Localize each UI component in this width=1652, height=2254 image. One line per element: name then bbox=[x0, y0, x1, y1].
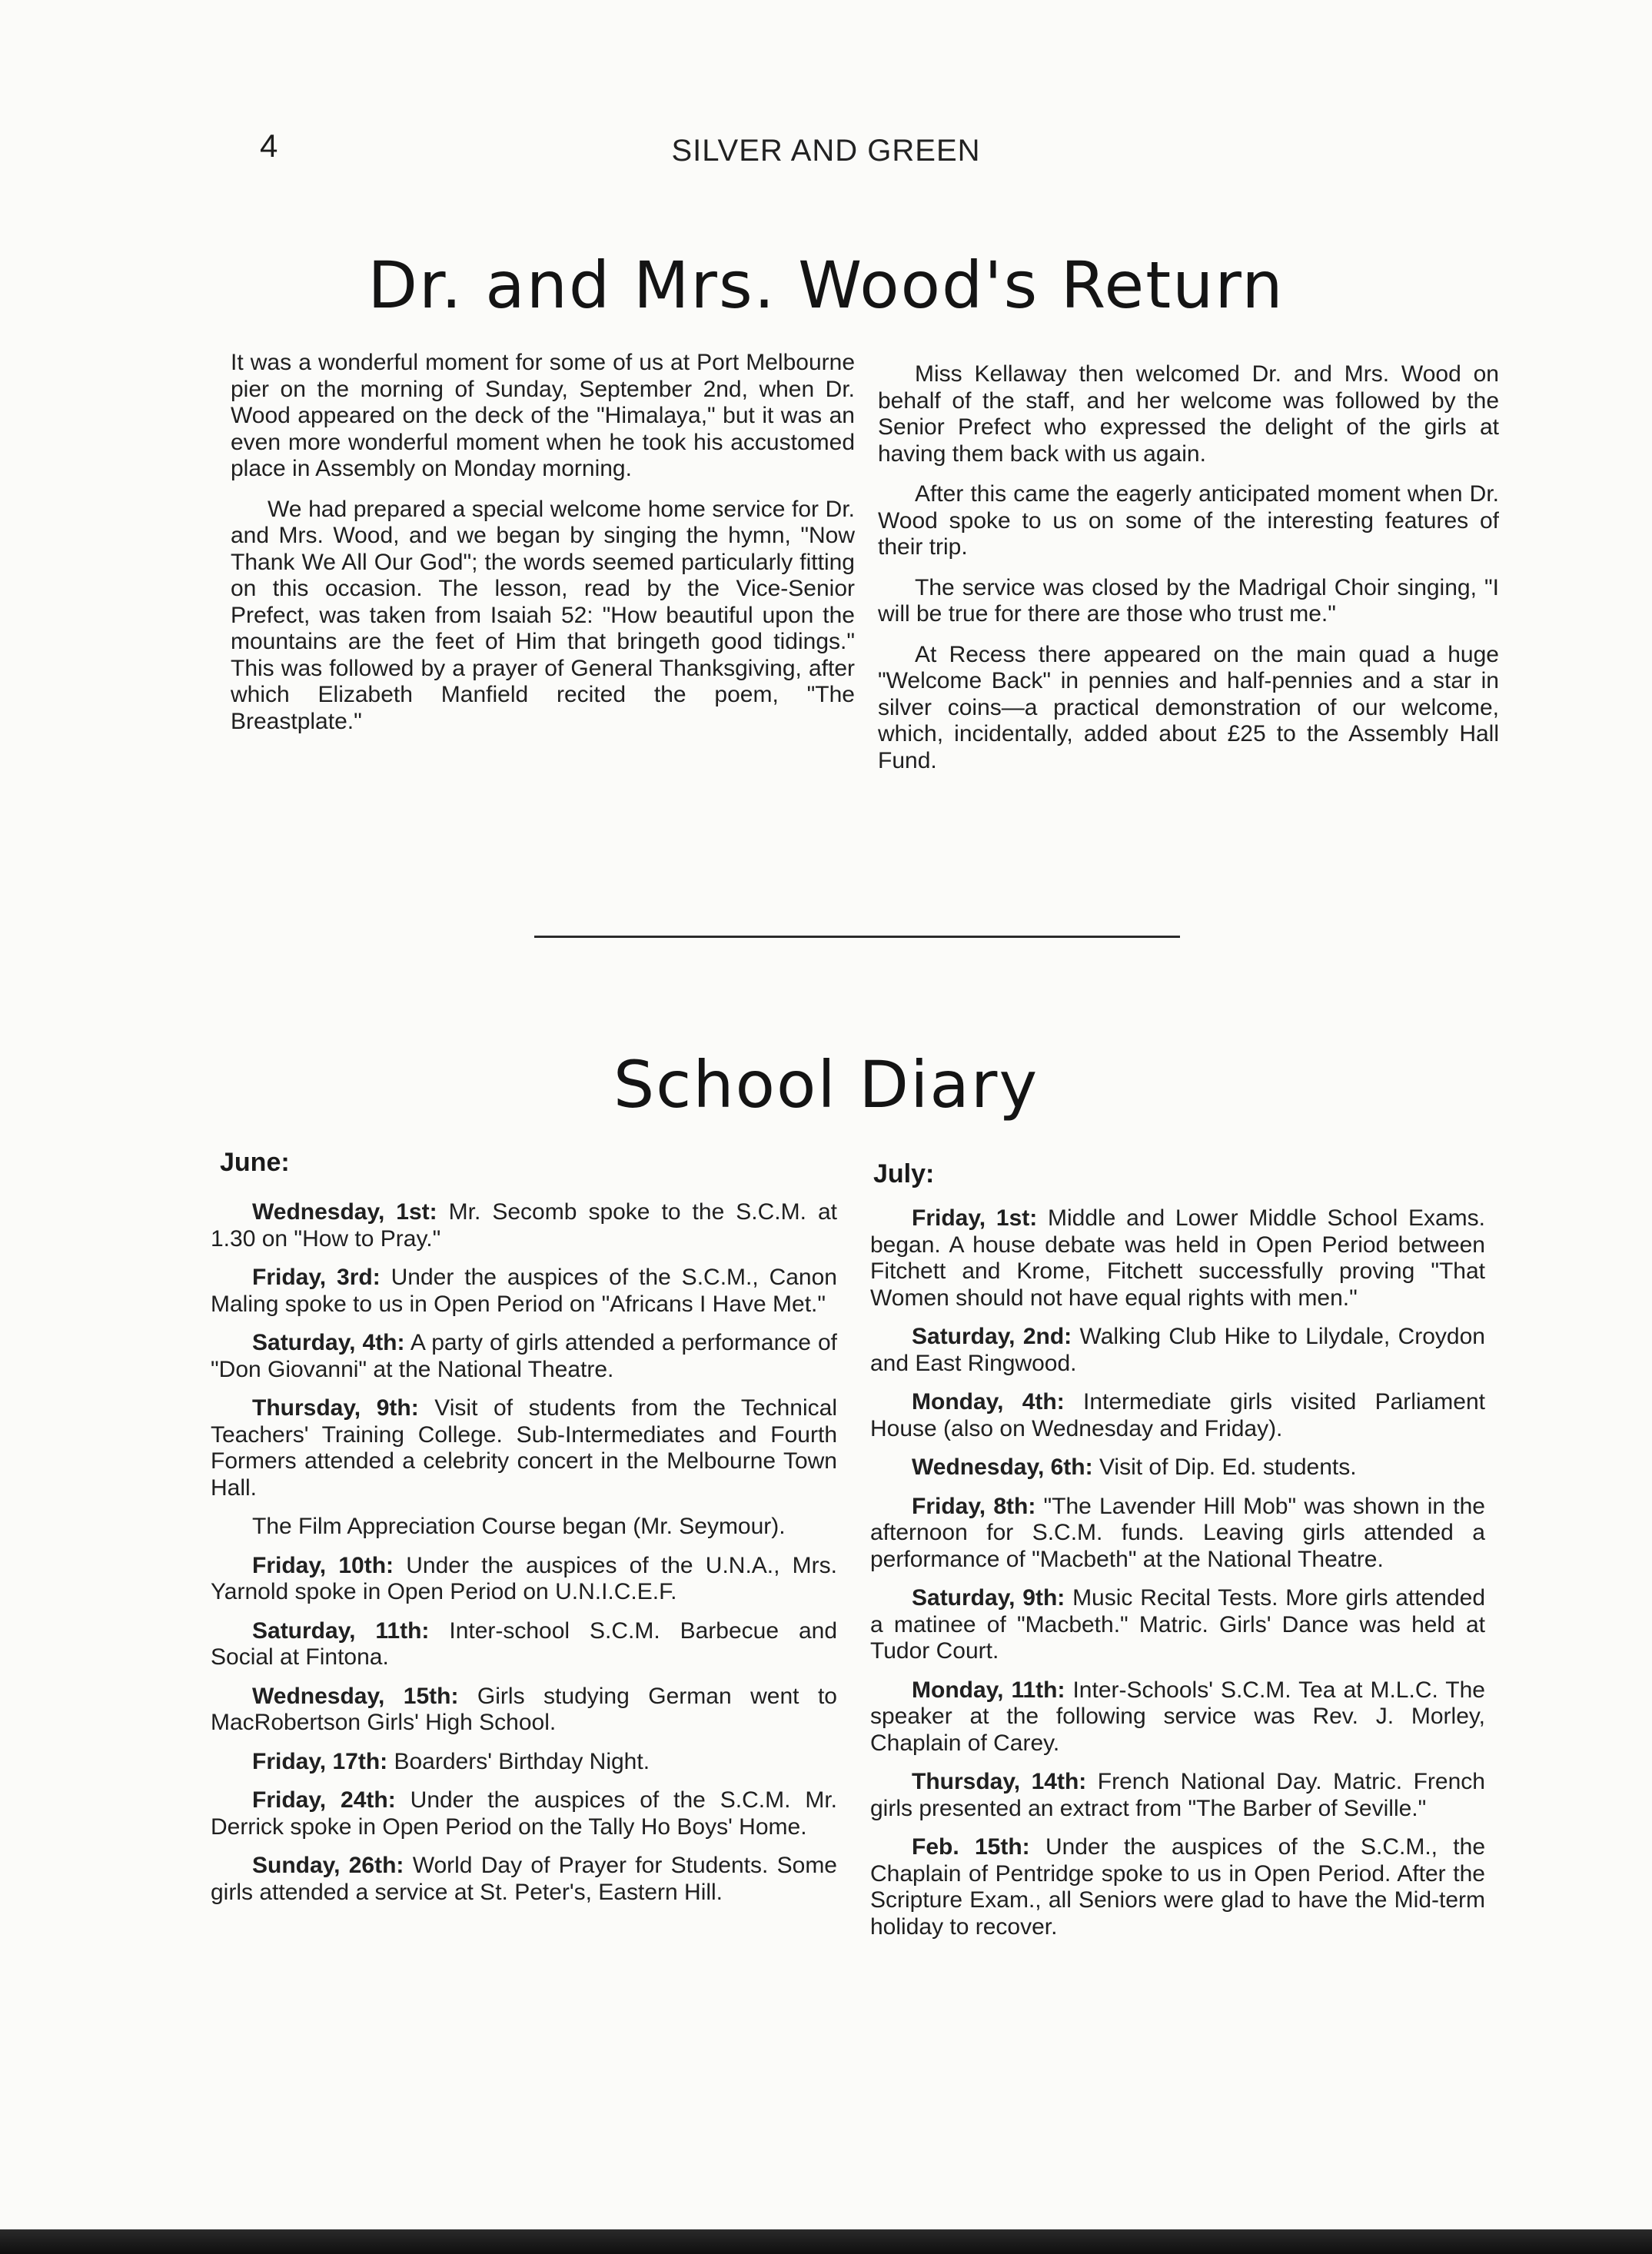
entry-text: Music Recital Tests. More girls attended a matinee of "Macbeth." Matric. Girls' Dance was held at Tudor Court. bbox=[870, 1585, 1486, 1664]
entry-date: Friday, 24th: bbox=[252, 1787, 396, 1813]
diary-entry bbox=[870, 1494, 1485, 1574]
entry-text: Girls studying German went to MacRobertson Girls' High School. bbox=[211, 1683, 837, 1735]
diary-entry bbox=[870, 1324, 1485, 1377]
entry-date: Saturday, 9th: bbox=[912, 1585, 1065, 1611]
entry-date: Monday, 4th: bbox=[912, 1389, 1065, 1415]
diary-entry bbox=[211, 1265, 837, 1318]
article-paragraph: We had prepared a special welcome home service for Dr. and Mrs. Wood, and we began by singing the hymn, "Now Thank We All Our God"; the words seemed particularly fitting on this occasion. The lesson, read by the Vice-Senior Prefect, was taken from Isaiah 52: "How beautiful upon the mountains are the feet of Him that bringeth good tidings." This was followed by a prayer of General Thanksgiving, after which Elizabeth Manfield recited the poem, "The Breastplate." bbox=[231, 496, 855, 734]
scan-border bbox=[0, 2229, 1652, 2254]
diary-entry bbox=[211, 1787, 837, 1840]
diary-column-june bbox=[211, 1199, 837, 1918]
entry-date: Friday, 10th: bbox=[252, 1552, 394, 1578]
month-heading-july: July: bbox=[873, 1159, 935, 1189]
diary-entry bbox=[870, 1585, 1485, 1665]
entry-date: Wednesday, 6th: bbox=[912, 1454, 1093, 1480]
section-divider bbox=[534, 936, 1180, 938]
entry-date: Saturday, 4th: bbox=[252, 1330, 405, 1355]
entry-date: Friday, 8th: bbox=[912, 1493, 1036, 1519]
diary-entry bbox=[211, 1853, 837, 1906]
entry-date: Wednesday, 1st: bbox=[252, 1199, 437, 1225]
entry-date: Saturday, 2nd: bbox=[912, 1324, 1072, 1349]
article-paragraph: After this came the eagerly anticipated moment when Dr. Wood spoke to us on some of the interesting features of their trip. bbox=[878, 481, 1499, 560]
diary-entry bbox=[211, 1330, 837, 1383]
page-number: 4 bbox=[260, 128, 278, 164]
month-heading-june: June: bbox=[220, 1148, 290, 1177]
diary-entry bbox=[870, 1834, 1485, 1940]
entry-text: Middle and Lower Middle School Exams. began. A house debate was held in Open Period between Fitchett and Krome, Fitchett successfully proving "That Women should not have equal rights with men." bbox=[870, 1205, 1485, 1311]
diary-entry bbox=[870, 1769, 1485, 1822]
entry-date: Wednesday, 15th: bbox=[252, 1683, 459, 1709]
diary-entry bbox=[211, 1618, 837, 1671]
entry-text: Boarders' Birthday Night. bbox=[387, 1748, 650, 1774]
entry-text: Walking Club Hike to Lilydale, Croydon and East Ringwood. bbox=[870, 1324, 1485, 1376]
entry-date: Friday, 17th: bbox=[252, 1748, 388, 1774]
entry-date: Friday, 3rd: bbox=[252, 1265, 381, 1290]
entry-text: Inter-school S.C.M. Barbecue and Social at Fintona. bbox=[211, 1617, 837, 1670]
entry-text: Under the auspices of the S.C.M., Canon Maling spoke to us in Open Period on "Africans I Have Met." bbox=[211, 1265, 837, 1317]
diary-entry bbox=[211, 1553, 837, 1606]
diary-entry bbox=[870, 1205, 1485, 1312]
article-paragraph: Miss Kellaway then welcomed Dr. and Mrs. Wood on behalf of the staff, and her welcome was followed by the Senior Prefect who expressed the delight of the girls at having them back with us again. bbox=[878, 361, 1499, 467]
article-column-left bbox=[231, 350, 855, 749]
article-paragraph: The service was closed by the Madrigal Choir singing, "I will be true for there are those who trust me." bbox=[878, 574, 1499, 627]
entry-text: Under the auspices of the S.C.M., the Chaplain of Pentridge spoke to us in Open Period. After the Scripture Exam., all Seniors were glad to have the Mid-term holiday to recover. bbox=[870, 1834, 1486, 1940]
article-paragraph: At Recess there appeared on the main quad a huge "Welcome Back" in pennies and half-pennies and a star in silver coins—a practical demonstration of our welcome, which, incidentally, added about £25 to the Assembly Hall Fund. bbox=[878, 641, 1499, 773]
running-head: SILVER AND GREEN bbox=[671, 134, 981, 168]
entry-date: Thursday, 9th: bbox=[252, 1395, 419, 1421]
article-paragraph: It was a wonderful moment for some of us at Port Melbourne pier on the morning of Sunday, September 2nd, when Dr. Wood appeared on the deck of the "Himalaya," but it was an even more wonderful moment when he took his accustomed place in Assembly on Monday morning. bbox=[231, 350, 855, 481]
entry-text: The Film Appreciation Course began (Mr. Seymour). bbox=[252, 1514, 786, 1539]
entry-text: Intermediate girls visited Parliament House (also on Wednesday and Friday). bbox=[870, 1389, 1485, 1441]
entry-text: "The Lavender Hill Mob" was shown in the afternoon for S.C.M. funds. Leaving girls attended a performance of "Macbeth" at the National Theatre. bbox=[870, 1493, 1485, 1572]
entry-text: Under the auspices of the U.N.A., Mrs. Yarnold spoke in Open Period on U.N.I.C.E.F. bbox=[211, 1552, 837, 1604]
entry-text: Visit of Dip. Ed. students. bbox=[1092, 1454, 1357, 1480]
diary-entry bbox=[870, 1454, 1485, 1481]
entry-text: Mr. Secomb spoke to the S.C.M. at 1.30 on "How to Pray." bbox=[211, 1199, 837, 1252]
diary-entry bbox=[211, 1395, 837, 1501]
diary-column-july bbox=[870, 1205, 1485, 1953]
entry-date: Thursday, 14th: bbox=[912, 1769, 1087, 1794]
diary-entry bbox=[211, 1684, 837, 1737]
diary-title: School Diary bbox=[613, 1047, 1039, 1122]
article-title: Dr. and Mrs. Wood's Return bbox=[367, 248, 1285, 323]
entry-text: Under the auspices of the S.C.M. Mr. Derrick spoke in Open Period on the Tally Ho Boys' Home. bbox=[211, 1787, 837, 1840]
article-column-right bbox=[878, 361, 1499, 788]
entry-text: Inter-Schools' S.C.M. Tea at M.L.C. The speaker at the following service was Rev. J. Morley, Chaplain of Carey. bbox=[870, 1677, 1485, 1756]
entry-text: Visit of students from the Technical Teachers' Training College. Sub-Intermediates and Fourth Formers attended a celebrity concert in the Melbourne Town Hall. bbox=[211, 1395, 837, 1501]
entry-date: Monday, 11th: bbox=[912, 1677, 1065, 1703]
entry-date: Feb. 15th: bbox=[912, 1834, 1030, 1860]
entry-text: World Day of Prayer for Students. Some girls attended a service at St. Peter's, Eastern Hill. bbox=[211, 1853, 837, 1905]
entry-text: A party of girls attended a performance of "Don Giovanni" at the National Theatre. bbox=[211, 1330, 837, 1382]
diary-entry bbox=[870, 1389, 1485, 1442]
diary-entry bbox=[211, 1514, 837, 1541]
diary-entry bbox=[870, 1677, 1485, 1757]
entry-date: Friday, 1st: bbox=[912, 1205, 1038, 1231]
diary-entry bbox=[211, 1199, 837, 1252]
entry-date: Saturday, 11th: bbox=[252, 1617, 430, 1644]
entry-date: Sunday, 26th: bbox=[252, 1853, 404, 1878]
diary-entry bbox=[211, 1749, 837, 1776]
entry-text: French National Day. Matric. French girls presented an extract from "The Barber of Seville." bbox=[870, 1769, 1485, 1821]
